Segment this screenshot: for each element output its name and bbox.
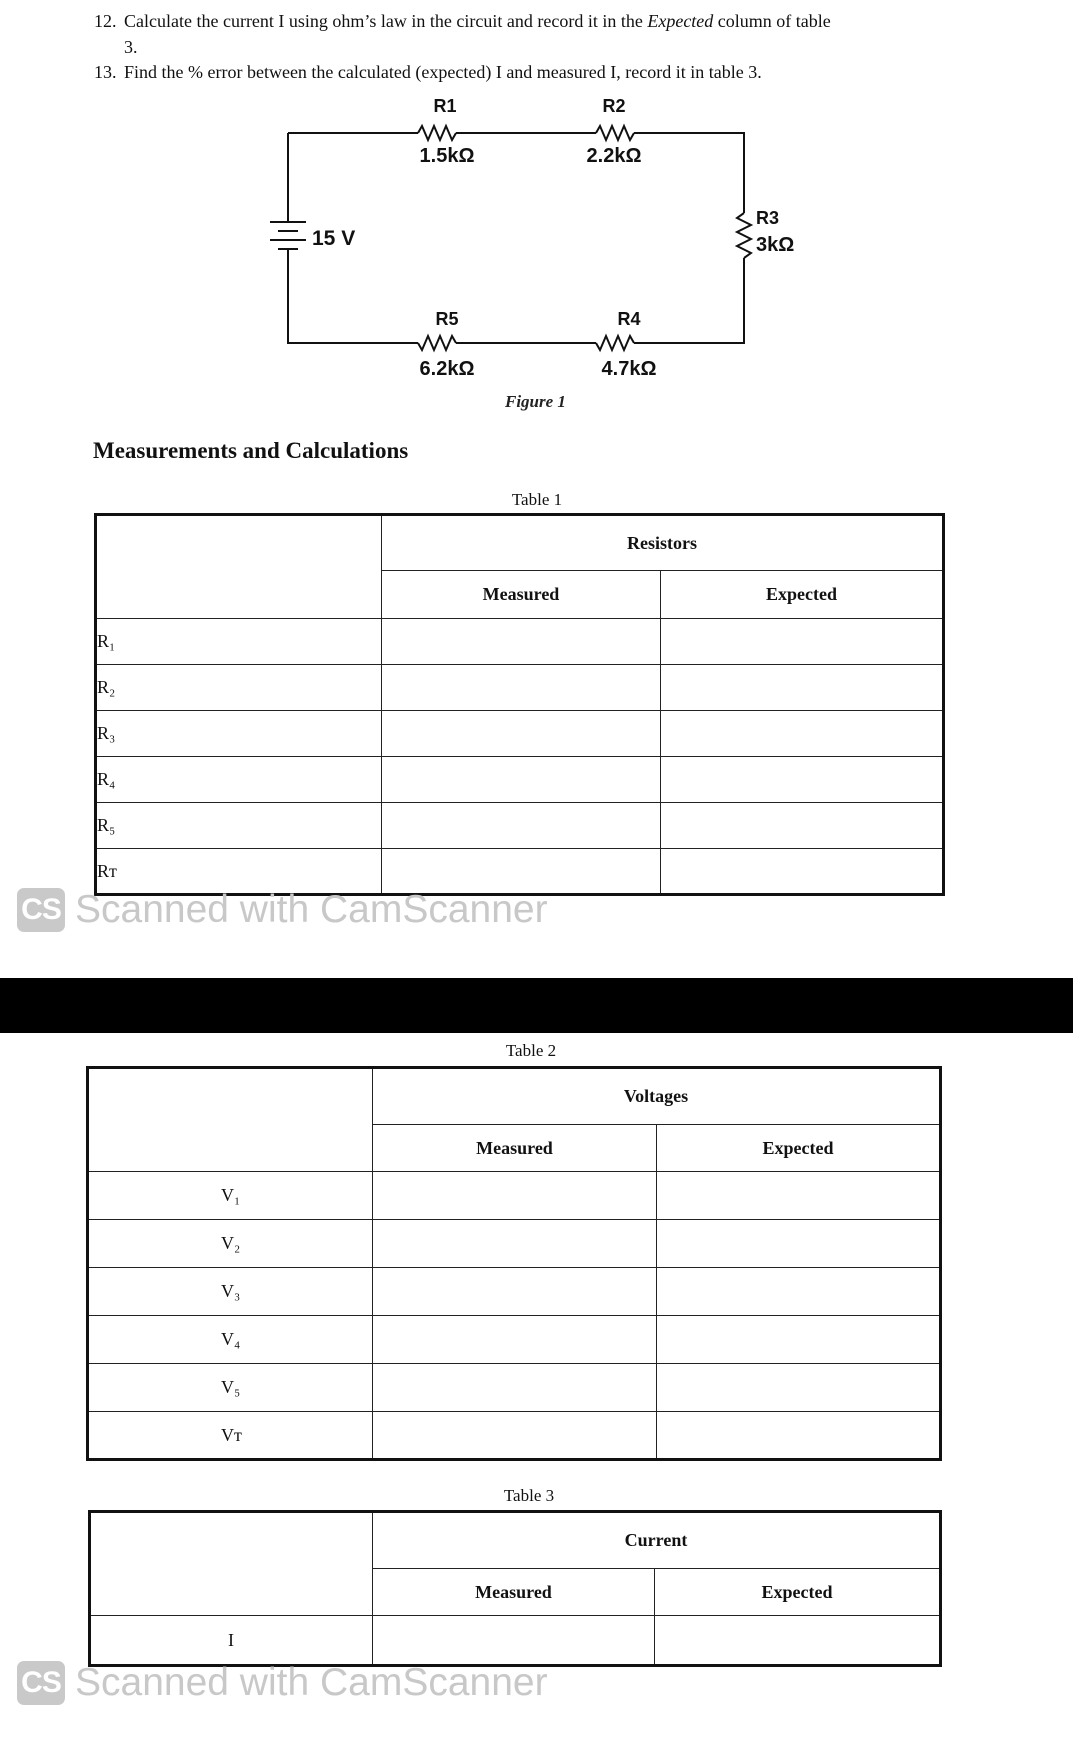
table3-col-expected: Expected — [655, 1569, 941, 1616]
camscanner-logo-icon: CS — [17, 888, 65, 932]
table2-col-measured: Measured — [373, 1125, 657, 1172]
measured-cell[interactable] — [373, 1316, 657, 1364]
row-label: Vᴛ — [88, 1412, 373, 1460]
r1-name: R1 — [433, 96, 457, 116]
camscanner-watermark-bottom — [17, 1661, 548, 1705]
circuit-diagram — [0, 0, 1073, 420]
row-label: R₂ — [96, 665, 382, 711]
table1-col-measured: Measured — [382, 571, 661, 619]
expected-cell[interactable] — [657, 1364, 941, 1412]
expected-cell[interactable] — [661, 711, 944, 757]
expected-cell[interactable] — [657, 1412, 941, 1460]
wire-bottom-right — [634, 258, 744, 343]
instruction-text-end: column of table — [713, 11, 831, 31]
r3-value: 3kΩ — [756, 234, 795, 256]
table-row — [88, 1364, 941, 1412]
expected-cell[interactable] — [661, 665, 944, 711]
page-separator — [0, 978, 1073, 1033]
watermark-text: Scanned with CamScanner — [75, 888, 548, 931]
row-label: R₄ — [96, 757, 382, 803]
measured-cell[interactable] — [373, 1220, 657, 1268]
measured-cell[interactable] — [373, 1268, 657, 1316]
row-label: R₅ — [96, 803, 382, 849]
table2-caption: Table 2 — [505, 1041, 557, 1060]
wire-bottom-left — [288, 257, 418, 343]
table-voltages — [86, 1066, 942, 1461]
r2-name: R2 — [602, 96, 626, 116]
row-label: V₄ — [88, 1316, 373, 1364]
measured-cell[interactable] — [373, 1412, 657, 1460]
resistor-r1-symbol — [418, 126, 456, 140]
instruction-continuation: 3. — [124, 37, 138, 57]
measured-cell[interactable] — [373, 1172, 657, 1220]
section-title: Measurements and Calculations — [93, 438, 409, 463]
table2-col-expected: Expected — [657, 1125, 941, 1172]
camscanner-watermark — [17, 888, 548, 932]
table-row — [96, 803, 944, 849]
r4-name: R4 — [617, 309, 641, 329]
table2-corner — [88, 1068, 373, 1172]
table-row — [88, 1412, 941, 1460]
row-label: V₁ — [88, 1172, 373, 1220]
table-row — [96, 665, 944, 711]
measured-cell[interactable] — [382, 757, 661, 803]
table3-caption: Table 3 — [503, 1486, 555, 1505]
measured-cell[interactable] — [373, 1616, 655, 1666]
instruction-number: 13. — [94, 62, 117, 82]
table-row — [96, 711, 944, 757]
table-current — [88, 1510, 942, 1667]
instruction-emphasis: Expected — [647, 11, 714, 31]
expected-cell[interactable] — [657, 1172, 941, 1220]
table-row — [88, 1316, 941, 1364]
table1-caption: Table 1 — [511, 490, 563, 509]
resistor-r2-symbol — [596, 126, 634, 140]
table1-col-expected: Expected — [661, 571, 944, 619]
r1-value: 1.5kΩ — [419, 145, 475, 167]
table-row — [88, 1220, 941, 1268]
source-label: 15 V — [312, 227, 356, 250]
figure-caption: Figure 1 — [505, 392, 566, 411]
watermark-text: Scanned with CamScanner — [75, 1661, 548, 1704]
table-row — [96, 757, 944, 803]
wire-top-right — [634, 133, 744, 213]
r3-name: R3 — [756, 208, 780, 228]
table3-corner — [90, 1512, 373, 1616]
table-row — [88, 1268, 941, 1316]
expected-cell[interactable] — [657, 1220, 941, 1268]
r5-value: 6.2kΩ — [419, 358, 475, 380]
row-label: R₁ — [96, 619, 382, 665]
expected-cell[interactable] — [661, 849, 944, 895]
expected-cell[interactable] — [657, 1268, 941, 1316]
expected-cell[interactable] — [661, 803, 944, 849]
measured-cell[interactable] — [382, 711, 661, 757]
resistor-r4-symbol — [596, 336, 634, 350]
table-resistors — [94, 513, 945, 896]
table1-group-header: Resistors — [382, 515, 944, 571]
expected-cell[interactable] — [655, 1616, 941, 1666]
row-label: V₃ — [88, 1268, 373, 1316]
measured-cell[interactable] — [373, 1364, 657, 1412]
row-label: Rᴛ — [96, 849, 382, 895]
measured-cell[interactable] — [382, 665, 661, 711]
r2-value: 2.2kΩ — [586, 145, 642, 167]
resistor-r3-symbol — [737, 213, 751, 258]
resistor-r5-symbol — [418, 336, 456, 350]
camscanner-logo-icon: CS — [17, 1661, 65, 1705]
r4-value: 4.7kΩ — [601, 358, 657, 380]
table3-group-header: Current — [373, 1512, 941, 1569]
row-label: V₅ — [88, 1364, 373, 1412]
row-label: V₂ — [88, 1220, 373, 1268]
row-label: I — [90, 1616, 373, 1666]
expected-cell[interactable] — [661, 619, 944, 665]
measured-cell[interactable] — [382, 619, 661, 665]
expected-cell[interactable] — [661, 757, 944, 803]
instruction-text: Find the % error between the calculated (expected) I and measured I, record it in table 3. — [124, 62, 762, 82]
instruction-text: Calculate the current I using ohm’s law in the circuit and record it in the — [124, 11, 648, 31]
table-row — [90, 1616, 941, 1666]
table-row — [96, 619, 944, 665]
table3-col-measured: Measured — [373, 1569, 655, 1616]
r5-name: R5 — [435, 309, 459, 329]
instruction-number: 12. — [94, 11, 117, 31]
row-label: R₃ — [96, 711, 382, 757]
table-row — [88, 1172, 941, 1220]
expected-cell[interactable] — [657, 1316, 941, 1364]
table2-group-header: Voltages — [373, 1068, 941, 1125]
measured-cell[interactable] — [382, 803, 661, 849]
table1-corner — [96, 515, 382, 619]
